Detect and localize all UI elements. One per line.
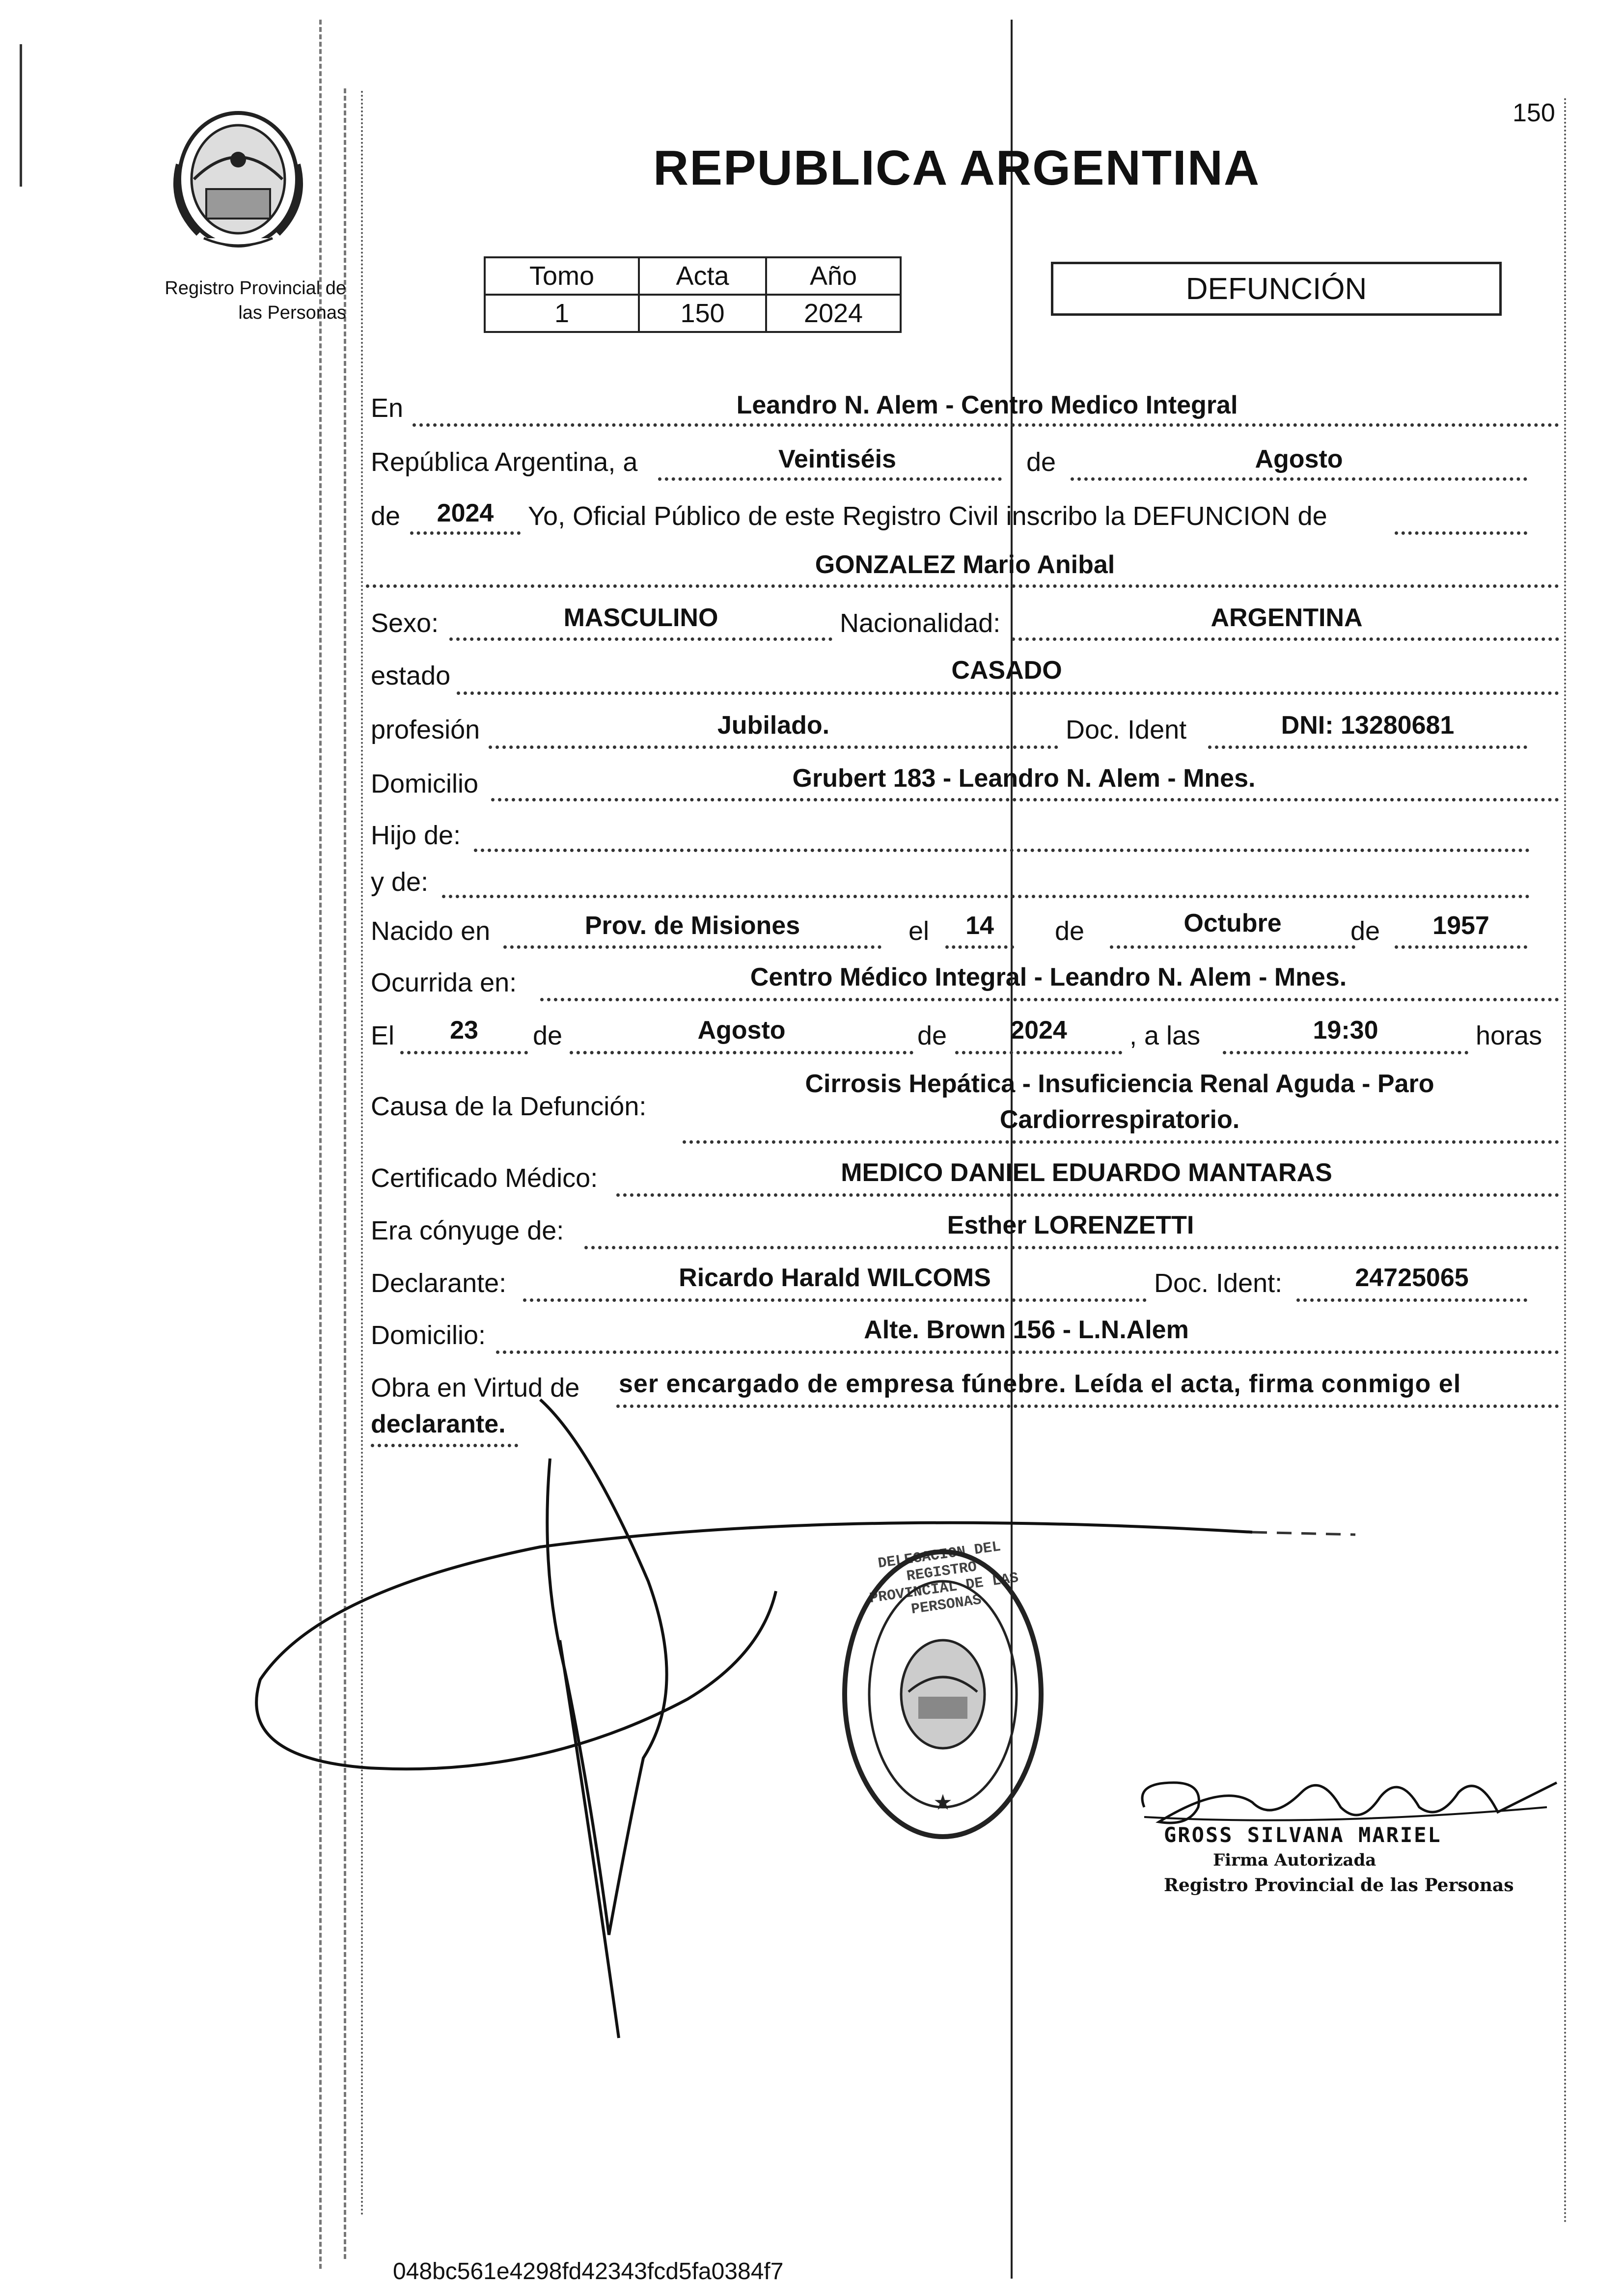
hora-value: 19:30 [1313, 1016, 1378, 1045]
nacido-en-line [503, 945, 881, 949]
en-value: Leandro N. Alem - Centro Medico Integral [736, 391, 1238, 419]
day-line [658, 477, 1002, 481]
def-anio-line [955, 1051, 1122, 1054]
document-hash: 048bc561e4298fd42343fcd5fa0384f7 [393, 2258, 784, 2285]
name-line [366, 584, 1559, 588]
seal-caption [165, 110, 312, 115]
certificado-value: MEDICO DANIEL EDUARDO MANTARAS [841, 1158, 1332, 1187]
de-label-1: de [1026, 447, 1056, 477]
estado-line [457, 691, 1559, 695]
domicilio2-value: Alte. Brown 156 - L.N.Alem [864, 1316, 1189, 1344]
de-label-6: de [917, 1021, 947, 1050]
doc2-line [1296, 1298, 1527, 1302]
registry-label-line1: Registro Provincial de [165, 278, 346, 299]
month-value: Agosto [1255, 445, 1343, 473]
record-type-box [1051, 262, 1502, 316]
month-line [1071, 477, 1527, 481]
certificado-label: Certificado Médico: [371, 1163, 598, 1193]
de-label-2: de [371, 501, 401, 531]
def-dia-value: 23 [450, 1016, 478, 1045]
nac-mes-value: Octubre [1184, 909, 1282, 937]
signer-name: GROSS SILVANA MARIEL [1164, 1823, 1442, 1847]
declarante-value: Ricardo Harald WILCOMS [679, 1264, 991, 1292]
conyuge-line [584, 1246, 1559, 1249]
provincial-seal [165, 106, 312, 258]
signer-role: Firma Autorizada [1213, 1850, 1376, 1870]
def-dia-line [400, 1051, 528, 1054]
ocurrida-value: Centro Médico Integral - Leandro N. Alem - Mnes. [750, 963, 1347, 991]
nacido-label: Nacido en [371, 916, 491, 946]
obra-label: Obra en Virtud de [371, 1373, 580, 1403]
header-anio: Año [766, 257, 901, 295]
sexo-value: MASCULINO [563, 604, 718, 632]
hijo-label: Hijo de: [371, 821, 461, 850]
el-label: el [908, 916, 930, 946]
de-label-3: de [1055, 916, 1085, 946]
acta-value: 150 [639, 295, 766, 332]
certificado-line [616, 1193, 1559, 1197]
nacionalidad-label: Nacionalidad: [840, 608, 1001, 638]
estado-value: CASADO [951, 656, 1062, 685]
left-margin-mark [20, 44, 22, 187]
yde-label: y de: [371, 867, 429, 897]
sexo-label: Sexo: [371, 608, 439, 638]
yde-line [442, 895, 1530, 898]
causa-line2: Cardiorrespiratorio. [999, 1105, 1240, 1134]
stamp-ring-text: DELEGACION DEL REGISTRO PROVINCIAL DE LAS PERSONAS [868, 1539, 1020, 1619]
tomo-value: 1 [485, 295, 639, 332]
doc-label: Doc. Ident [1066, 715, 1187, 744]
doc2-label: Doc. Ident: [1154, 1268, 1283, 1298]
doc-value: DNI: 13280681 [1281, 711, 1455, 740]
doc-line [1208, 745, 1527, 749]
record-type: DEFUNCIÓN [1185, 272, 1367, 306]
header-tomo: Tomo [485, 257, 639, 295]
conyuge-label: Era cónyuge de: [371, 1216, 564, 1245]
obra-text: ser encargado de empresa fúnebre. Leída el acta, firma conmigo el [619, 1370, 1461, 1398]
profesion-value: Jubilado. [717, 711, 830, 740]
domicilio2-label: Domicilio: [371, 1321, 486, 1350]
de-label-4: de [1350, 916, 1380, 946]
declarante-line [523, 1298, 1147, 1302]
def-mes-line [570, 1051, 913, 1054]
en-label: En [371, 393, 404, 423]
nac-anio-value: 1957 [1432, 911, 1489, 940]
yo-trail-line [1395, 531, 1527, 535]
nac-anio-line [1395, 945, 1527, 949]
nacido-en-value: Prov. de Misiones [584, 911, 800, 940]
anio-value: 2024 [766, 295, 901, 332]
doc2-value: 24725065 [1355, 1264, 1469, 1292]
hora-line [1223, 1051, 1468, 1054]
nac-dia-value: 14 [965, 911, 994, 940]
nacionalidad-value: ARGENTINA [1211, 604, 1363, 632]
ocurrida-label: Ocurrida en: [371, 968, 517, 997]
conyuge-value: Esther LORENZETTI [947, 1211, 1194, 1239]
yo-text: Yo, Oficial Público de este Registro Civil inscribo la DEFUNCION de [528, 501, 1327, 531]
year-line [410, 531, 521, 535]
hijo-line [474, 849, 1530, 852]
domicilio-label: Domicilio [371, 769, 479, 798]
causa-label: Causa de la Defunción: [371, 1092, 647, 1121]
republica-label: República Argentina, a [371, 447, 638, 477]
page-number: 150 [1513, 99, 1555, 127]
def-anio-value: 2024 [1010, 1016, 1067, 1045]
nac-dia-line [945, 945, 1014, 949]
acta-table [484, 256, 902, 333]
horas-label: horas [1476, 1021, 1542, 1050]
nacionalidad-line [1012, 637, 1559, 641]
def-mes-value: Agosto [697, 1016, 786, 1045]
obra-line2: declarante. [371, 1410, 506, 1438]
year-value: 2024 [437, 499, 494, 527]
day-words: Veintiséis [778, 445, 896, 473]
domicilio2-line [496, 1350, 1559, 1354]
domicilio-value: Grubert 183 - Leandro N. Alem - Mnes. [792, 764, 1256, 793]
causa-line [683, 1140, 1559, 1144]
de-label-5: de [533, 1021, 563, 1050]
deceased-name: GONZALEZ Mario Anibal [815, 551, 1115, 579]
sexo-line [449, 637, 832, 641]
el2-label: El [371, 1021, 395, 1050]
profesion-label: profesión [371, 715, 480, 744]
registry-label-line2: las Personas [238, 303, 346, 323]
svg-text:★: ★ [933, 1790, 953, 1815]
alas-label: , a las [1129, 1021, 1201, 1050]
signer-org: Registro Provincial de las Personas [1164, 1875, 1514, 1896]
page-title: REPUBLICA ARGENTINA [653, 140, 1261, 195]
estado-label: estado [371, 661, 451, 690]
en-line [413, 423, 1559, 427]
nac-mes-line [1110, 945, 1355, 949]
domicilio-line [491, 798, 1559, 801]
ocurrida-line [540, 998, 1559, 1001]
right-margin-rule [1564, 98, 1566, 2225]
header-acta: Acta [639, 257, 766, 295]
declarante-label: Declarante: [371, 1268, 507, 1298]
registry-label [140, 276, 346, 325]
profesion-line [489, 745, 1058, 749]
causa-line1: Cirrosis Hepática - Insuficiencia Renal Aguda - Paro [805, 1070, 1434, 1098]
